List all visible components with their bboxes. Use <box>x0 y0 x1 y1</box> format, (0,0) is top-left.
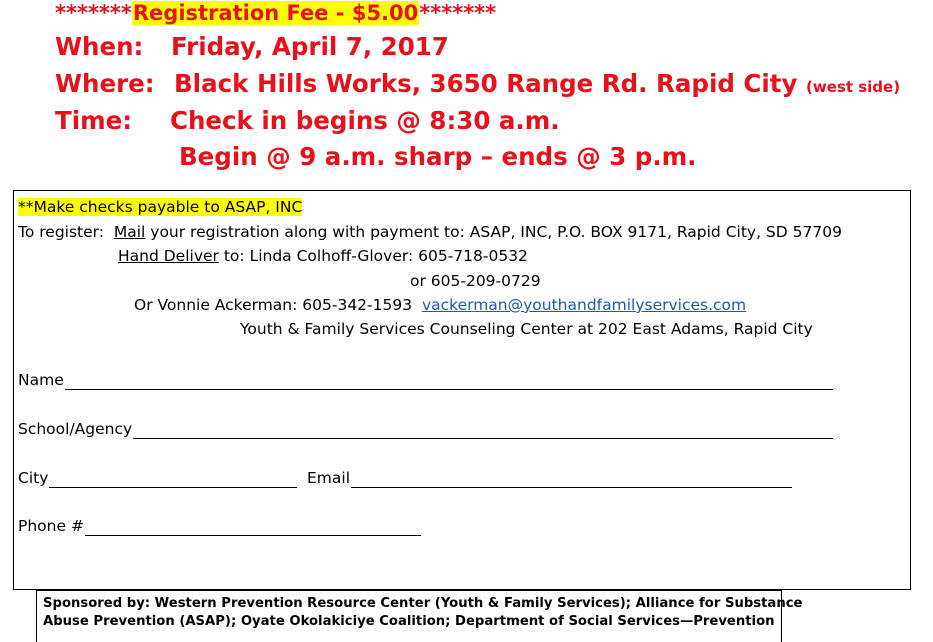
time-label: Time: <box>55 106 133 135</box>
registration-fee-line <box>55 0 496 26</box>
mail-text: your registration along with payment to: ASAP, INC, P.O. BOX 9171, Rapid City, SD 57709 <box>150 223 842 241</box>
school-agency-field[interactable] <box>18 419 833 439</box>
name-field[interactable] <box>18 370 833 390</box>
register-prefix: To register: <box>18 223 104 241</box>
fee-suffix-stars: ******* <box>419 1 497 25</box>
when-label: When: <box>55 32 144 61</box>
registration-box <box>13 190 911 590</box>
center-address: Youth & Family Services Counseling Center at 202 East Adams, Rapid City <box>240 320 813 338</box>
time-begin-line <box>179 142 697 172</box>
email-input-line[interactable] <box>351 472 792 488</box>
sponsor-box <box>36 590 803 642</box>
checks-note <box>18 197 302 217</box>
vonnie-line <box>134 295 746 315</box>
city-input-line[interactable] <box>49 472 297 488</box>
phone-input-line[interactable] <box>85 520 421 536</box>
when-line <box>55 32 449 62</box>
name-label: Name <box>18 371 64 389</box>
phone-label: Phone # <box>18 517 84 535</box>
where-line <box>55 69 900 102</box>
vonnie-text: Or Vonnie Ackerman: 605-342-1593 <box>134 296 413 314</box>
email-field[interactable] <box>307 468 792 488</box>
hand-deliver-line <box>118 246 528 266</box>
when-value: Friday, April 7, 2017 <box>171 32 449 61</box>
vonnie-email-link[interactable]: vackerman@youthandfamilyservices.com <box>421 296 747 314</box>
phone-field[interactable] <box>18 516 421 536</box>
city-label: City <box>18 469 49 487</box>
where-label: Where: <box>55 69 155 98</box>
sponsor-line-2: Abuse Prevention (ASAP); Oyate Okolakiciye Coalition; Department of Social Services—Prevention <box>43 614 775 629</box>
registration-fee-label: Registration Fee - $5.00 <box>132 1 419 25</box>
mail-line <box>18 222 842 242</box>
time-checkin: Check in begins @ 8:30 a.m. <box>170 106 560 135</box>
city-field[interactable] <box>18 468 297 488</box>
where-value: Black Hills Works, 3650 Range Rd. Rapid City <box>174 69 798 98</box>
time-line <box>55 106 560 136</box>
name-input-line[interactable] <box>65 374 833 390</box>
where-note: (west side) <box>806 78 901 96</box>
time-begin: Begin @ 9 a.m. sharp – ends @ 3 p.m. <box>179 142 697 171</box>
hand-deliver-label: Hand Deliver <box>118 247 219 265</box>
fee-prefix-stars: ******* <box>55 1 132 25</box>
sponsor-line-1: Sponsored by: Western Prevention Resource Center (Youth & Family Services); Alliance for Substance <box>43 596 803 611</box>
alt-phone: or 605-209-0729 <box>410 272 541 290</box>
checks-note-text: **Make checks payable to ASAP, INC <box>18 198 303 216</box>
school-agency-input-line[interactable] <box>133 423 833 439</box>
school-agency-label: School/Agency <box>18 420 133 438</box>
hand-deliver-text: to: Linda Colhoff-Glover: 605-718-0532 <box>223 247 528 265</box>
mail-label: Mail <box>113 223 146 241</box>
email-label: Email <box>307 469 351 487</box>
